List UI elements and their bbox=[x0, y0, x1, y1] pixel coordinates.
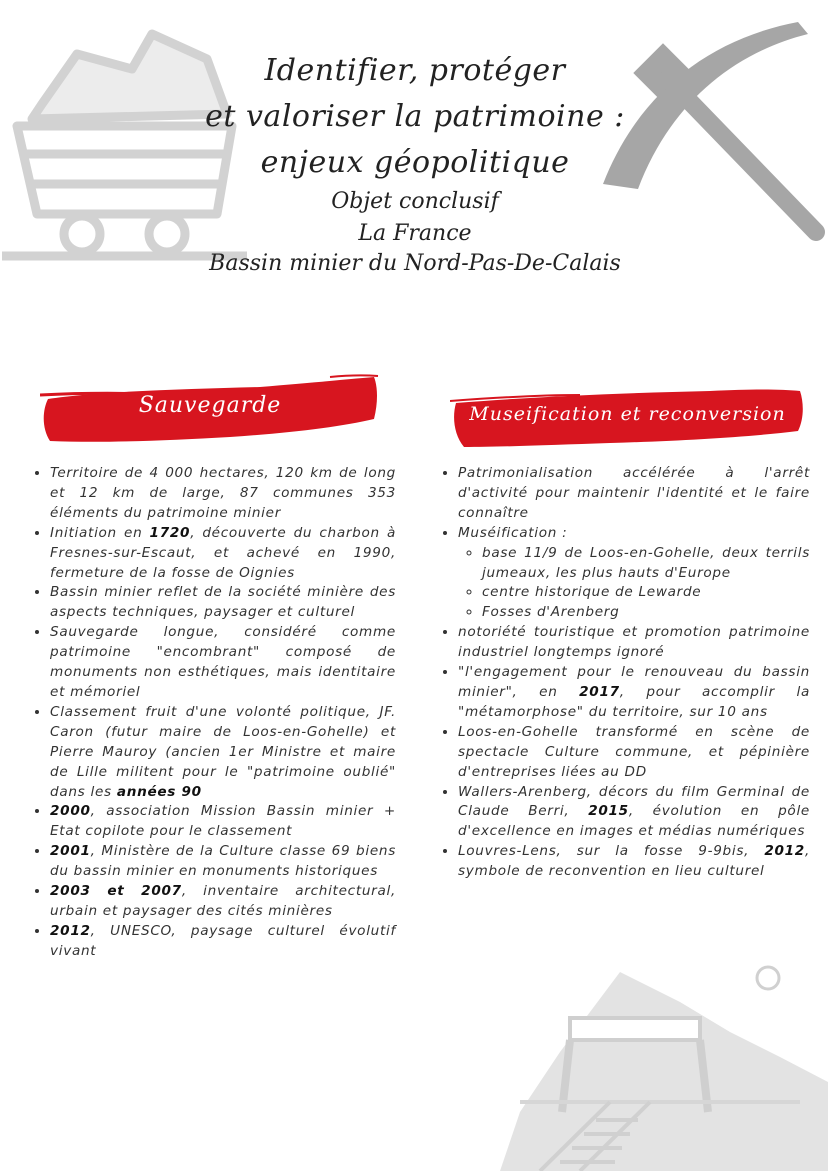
list-item bbox=[458, 663, 810, 723]
bullet-text: Loos-en-Gohelle transformé en scène de spectacle Culture commune, et pépinière d'entreprises liées au DD bbox=[458, 723, 810, 780]
list-item bbox=[50, 623, 396, 703]
bullet-text: Classement fruit d'une volonté politique, JF. Caron (futur maire de Loos-en-Gohelle) et Pierre Mauroy (ancien 1er Ministre et maire de Lille militent pour le "patrimoine oublié" dans les bbox=[50, 703, 396, 800]
bullet-text: Initiation en bbox=[50, 524, 150, 541]
bullet-text: , UNESCO, paysage culturel évolutif vivant bbox=[50, 922, 396, 959]
bullet-emphasis: 2012 bbox=[764, 843, 805, 860]
list-item bbox=[50, 802, 396, 842]
bullet-text: centre historique de Lewarde bbox=[482, 584, 702, 601]
bullet-text: Patrimonialisation accélérée à l'arrêt d'activité pour maintenir l'identité et le faire connaître bbox=[458, 465, 810, 521]
list-item bbox=[458, 842, 810, 882]
list-item bbox=[50, 922, 396, 962]
title-line-2: et valoriser la patrimoine : bbox=[205, 99, 625, 134]
bullet-text: notoriété touristique et promotion patrimoine industriel longtemps ignoré bbox=[458, 624, 810, 661]
list-item bbox=[458, 524, 810, 624]
bullet-emphasis: années 90 bbox=[116, 783, 202, 800]
sub-list-item bbox=[482, 583, 810, 603]
bullet-text: Fosses d'Arenberg bbox=[482, 604, 620, 621]
list-item bbox=[50, 583, 396, 623]
title-block bbox=[150, 48, 680, 278]
section-heading-left-label: Sauvegarde bbox=[138, 393, 282, 418]
region-title: Bassin minier du Nord-Pas-De-Calais bbox=[209, 251, 621, 276]
bullet-text: Louvres-Lens, sur la fosse 9-9bis, bbox=[458, 843, 765, 860]
list-item bbox=[50, 882, 396, 922]
subtitle-line-2: La France bbox=[358, 221, 472, 246]
bullet-emphasis: 2012 bbox=[50, 922, 91, 939]
list-item bbox=[458, 464, 810, 524]
museification-list bbox=[430, 464, 810, 882]
bullet-text: Territoire de 4 000 hectares, 120 km de long et 12 km de large, 87 communes 353 éléments du patrimoine minier bbox=[50, 465, 396, 521]
sub-list-item bbox=[482, 603, 810, 623]
list-item bbox=[458, 623, 810, 663]
list-item bbox=[50, 703, 396, 803]
bullet-text: "l'engagement pour le renouveau du bassin minier", en bbox=[458, 664, 810, 700]
bullet-text: , découverte du charbon à Fresnes-sur-Escaut, et achevé en 1990, fermeture de la fosse de Oignies bbox=[50, 524, 396, 581]
list-item bbox=[458, 723, 810, 783]
bullet-emphasis: 2003 et 2007 bbox=[50, 883, 182, 900]
sub-list-item bbox=[482, 544, 810, 584]
bullet-text: Sauvegarde longue, considéré comme patrimoine "encombrant" composé de monuments non esthétiques, mais identitaire et mémoriel bbox=[50, 624, 396, 700]
sub-list bbox=[458, 544, 810, 624]
bullet-text: , évolution en pôle d'excellence en images et médias numériques bbox=[458, 803, 810, 840]
bullet-emphasis: 2001 bbox=[50, 843, 91, 860]
bullet-text: , association Mission Bassin minier + Etat copilote pour le classement bbox=[50, 803, 396, 840]
section-heading-right-label: Museification et reconversion bbox=[469, 403, 786, 425]
sauvegarde-column bbox=[22, 464, 396, 962]
title-line-3: enjeux géopolitique bbox=[260, 145, 570, 180]
bullet-text: Bassin minier reflet de la société minière des aspects techniques, paysager et culturel bbox=[50, 584, 396, 621]
section-heading-left bbox=[40, 373, 380, 445]
bullet-emphasis: 2017 bbox=[579, 683, 620, 700]
sauvegarde-list bbox=[22, 464, 396, 962]
list-item bbox=[458, 783, 810, 843]
bullet-emphasis: 2015 bbox=[588, 803, 629, 820]
title-line-1: Identifier, protéger bbox=[264, 53, 566, 88]
list-item bbox=[50, 464, 396, 524]
bullet-text: , pour accomplir la "métamorphose" du territoire, sur 10 ans bbox=[458, 683, 810, 720]
subtitle-line-1: Objet conclusif bbox=[331, 189, 499, 214]
list-item bbox=[50, 842, 396, 882]
mine-entrance-icon bbox=[500, 962, 828, 1171]
museification-column bbox=[430, 464, 810, 882]
bullet-text: Wallers-Arenberg, décors du film Germinal de Claude Berri, bbox=[458, 783, 810, 820]
bullet-emphasis: 1720 bbox=[149, 524, 191, 541]
bullet-text: , symbole de reconvention en lieu culturel bbox=[458, 843, 810, 880]
bullet-text: Muséification : bbox=[458, 524, 568, 541]
section-heading-right bbox=[450, 383, 805, 451]
list-item bbox=[50, 524, 396, 584]
bullet-emphasis: 2000 bbox=[50, 803, 91, 820]
bullet-text: , Ministère de la Culture classe 69 biens du bassin minier en monuments historiques bbox=[50, 843, 396, 880]
bullet-text: base 11/9 de Loos-en-Gohelle, deux terrils jumeaux, les plus hauts d'Europe bbox=[482, 544, 810, 581]
bullet-text: , inventaire architectural, urbain et paysager des cités minières bbox=[50, 883, 396, 919]
